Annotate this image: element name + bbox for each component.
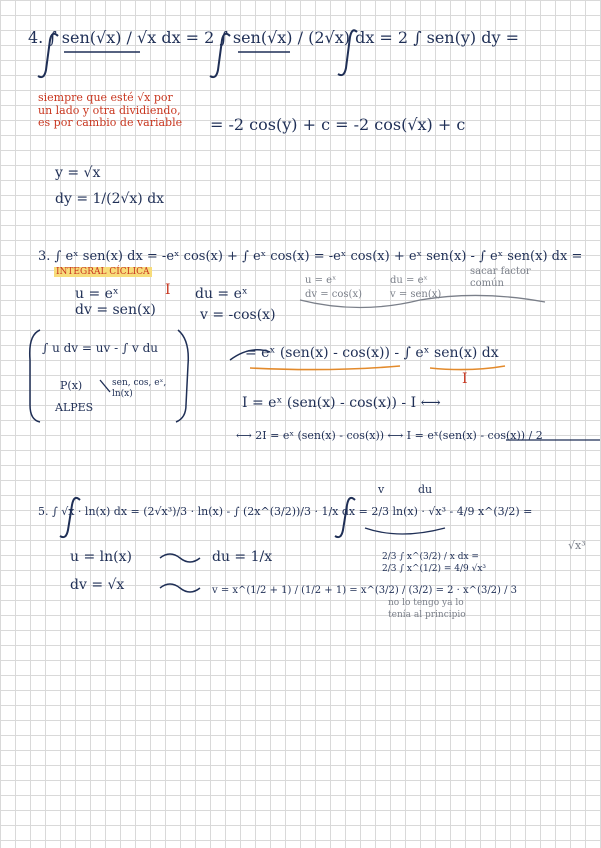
problem3-du: du = eˣ [195, 286, 248, 302]
tilde-arrow [160, 584, 200, 592]
problem5-statement: 5. ∫ √x · ln(x) dx = (2√x³)/3 · ln(x) - ∫ (2x^(3/2))/3 · 1/x dx = 2/3 ln(x) · √x³ - 4/9 x^(3/2) = [38, 505, 533, 518]
problem3-i-marker: I [165, 282, 171, 298]
bracket-left [30, 330, 40, 422]
gray-du: du = eˣ [390, 275, 428, 286]
gray-u: u = eˣ [305, 275, 337, 286]
problem5-du: du = 1/x [212, 549, 273, 565]
problem3-result: = eˣ (sen(x) - cos(x)) - ∫ eˣ sen(x) dx [245, 345, 499, 361]
underline-orange [430, 366, 505, 370]
problem4-note: siempre que esté √x por un lado y otra dividiendo, es por cambio de variable [38, 91, 183, 130]
problem4-statement: 4. ∫ sen(√x) / √x dx = 2 ∫ sen(√x) / (2√x) dx = 2 ∫ sen(y) dy = [28, 28, 519, 47]
problem4-sub-dy: dy = 1/(2√x) dx [55, 191, 165, 207]
problem3-final: ⟷ 2I = eˣ (sen(x) - cos(x)) ⟷ I = eˣ(sen(x) - cos(x)) / 2 [236, 429, 543, 442]
parts-formula: ∫ u dv = uv - ∫ v du [42, 341, 159, 355]
problem4-result: = -2 cos(y) + c = -2 cos(√x) + c [210, 115, 466, 134]
problem5-side-note: no lo tengo ya lo tenía al principio [388, 598, 466, 620]
problem3-dv: dv = sen(x) [75, 302, 156, 318]
problem3-result-marker: I [462, 371, 468, 387]
problem3-v: v = -cos(x) [200, 307, 276, 323]
problem5-dv: dv = √x [70, 577, 125, 593]
problem3-u: u = eˣ [75, 286, 119, 302]
bracket-right [176, 330, 188, 422]
priority-items: sen, cos, eˣ, ln(x) [112, 378, 167, 399]
problem5-top-v: v [378, 483, 385, 496]
gray-v: v = sen(x) [390, 289, 442, 300]
problem5-side-calc: 2/3 ∫ x^(3/2) / x dx = 2/3 ∫ x^(1/2) = 4/9 √x³ [382, 552, 487, 574]
priority-arrow [100, 380, 110, 392]
underline-orange [250, 366, 400, 370]
problem3-statement: 3. ∫ eˣ sen(x) dx = -eˣ cos(x) + ∫ eˣ cos(x) = -eˣ cos(x) + eˣ sen(x) - ∫ eˣ sen(x) dx = [38, 249, 583, 264]
problem3-I-eq: I = eˣ (sen(x) - cos(x)) - I ⟷ [242, 395, 441, 411]
priority-label: P(x) [60, 379, 83, 392]
gray-dv: dv = cos(x) [305, 289, 362, 300]
problem4-sub-y: y = √x [55, 165, 101, 181]
problem5-u: u = ln(x) [70, 549, 132, 565]
tilde-arrow [160, 554, 200, 562]
gray-note: sacar factor común [470, 266, 531, 289]
problem5-corner: √x³ [568, 539, 586, 552]
alpes-label: ALPES [55, 401, 94, 414]
problem5-v: v = x^(1/2 + 1) / (1/2 + 1) = x^(3/2) / (3/2) = 2 · x^(3/2) / 3 [212, 585, 518, 596]
cyclic-integral-label: INTEGRAL CÍCLICA [56, 267, 150, 277]
problem5-top-du: du [418, 483, 433, 496]
underbrace [365, 528, 445, 534]
